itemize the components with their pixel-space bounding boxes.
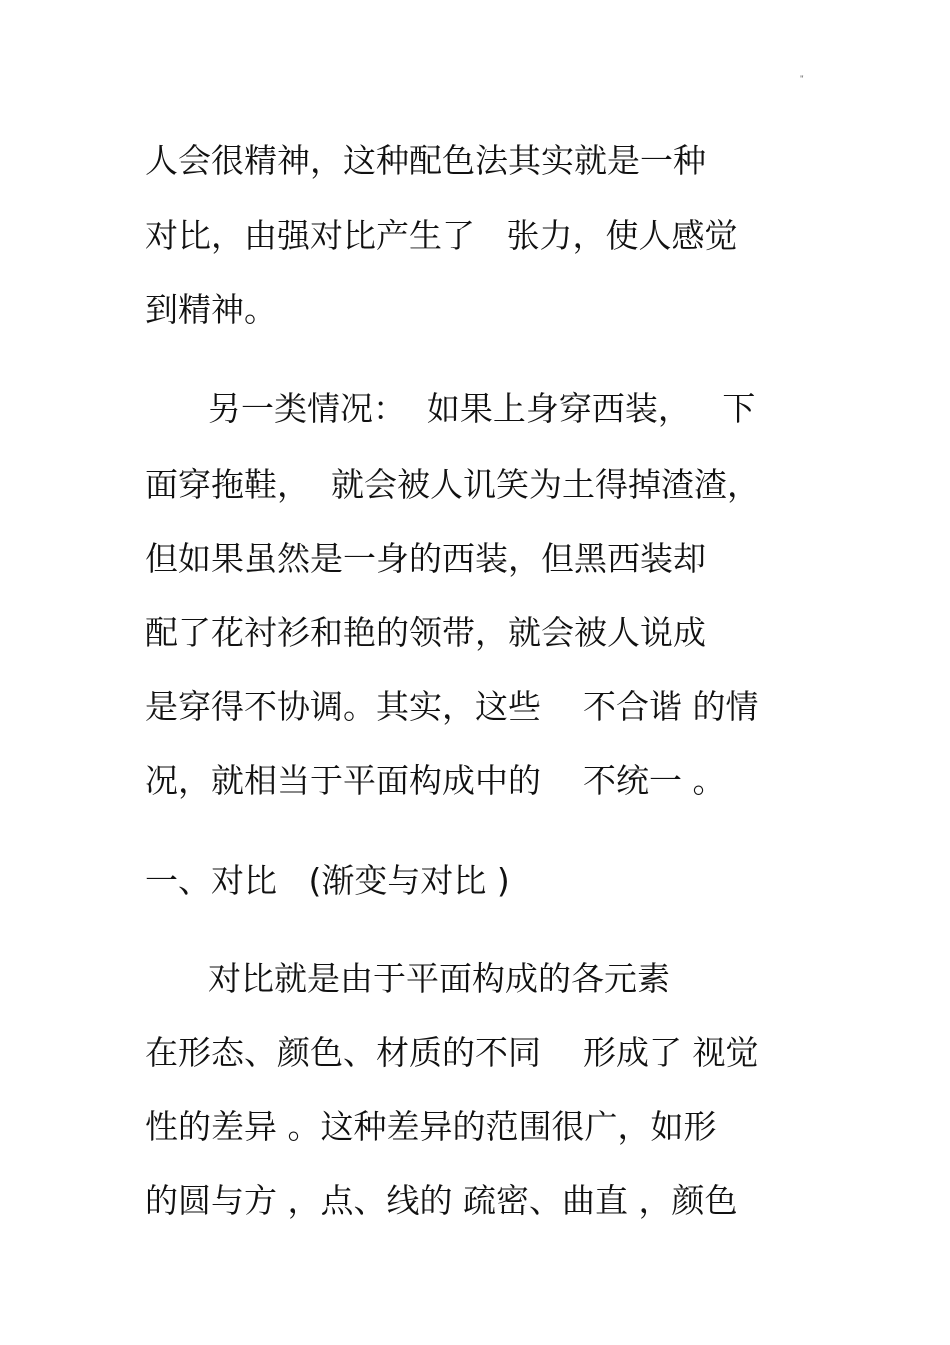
text-line: 对比，由强对比产生了 张力，使人感觉	[145, 216, 738, 255]
text-line: 面穿拖鞋， 就会被人讥笑为土得掉渣渣，	[145, 465, 760, 504]
paragraph-start-line: 另一类情况： 如果上身穿西装， 下	[145, 389, 756, 428]
text-line: 在形态、颜色、材质的不同 形成了 视觉	[145, 1033, 759, 1072]
text-line: 但如果虽然是一身的西装，但黑西装却	[145, 539, 706, 578]
page-corner-mark: "	[800, 74, 804, 84]
text-line: 人会很精神，这种配色法其实就是一种	[145, 141, 706, 180]
text-line: 性的差异 。这种差异的范围很广，如形	[145, 1107, 717, 1146]
text-line: 况，就相当于平面构成中的 不统一 。	[145, 761, 726, 800]
text-line: 是穿得不协调。其实，这些 不合谐 的情	[145, 687, 759, 726]
paragraph-start-line: 对比就是由于平面构成的各元素	[145, 959, 670, 998]
text-line: 的圆与方 ，点、线的 疏密、曲直 ，颜色	[145, 1181, 738, 1220]
section-heading: 一、对比 (渐变与对比 )	[145, 861, 510, 900]
text-line: 配了花衬衫和艳的领带，就会被人说成	[145, 613, 706, 652]
text-line: 到精神。	[145, 290, 277, 329]
